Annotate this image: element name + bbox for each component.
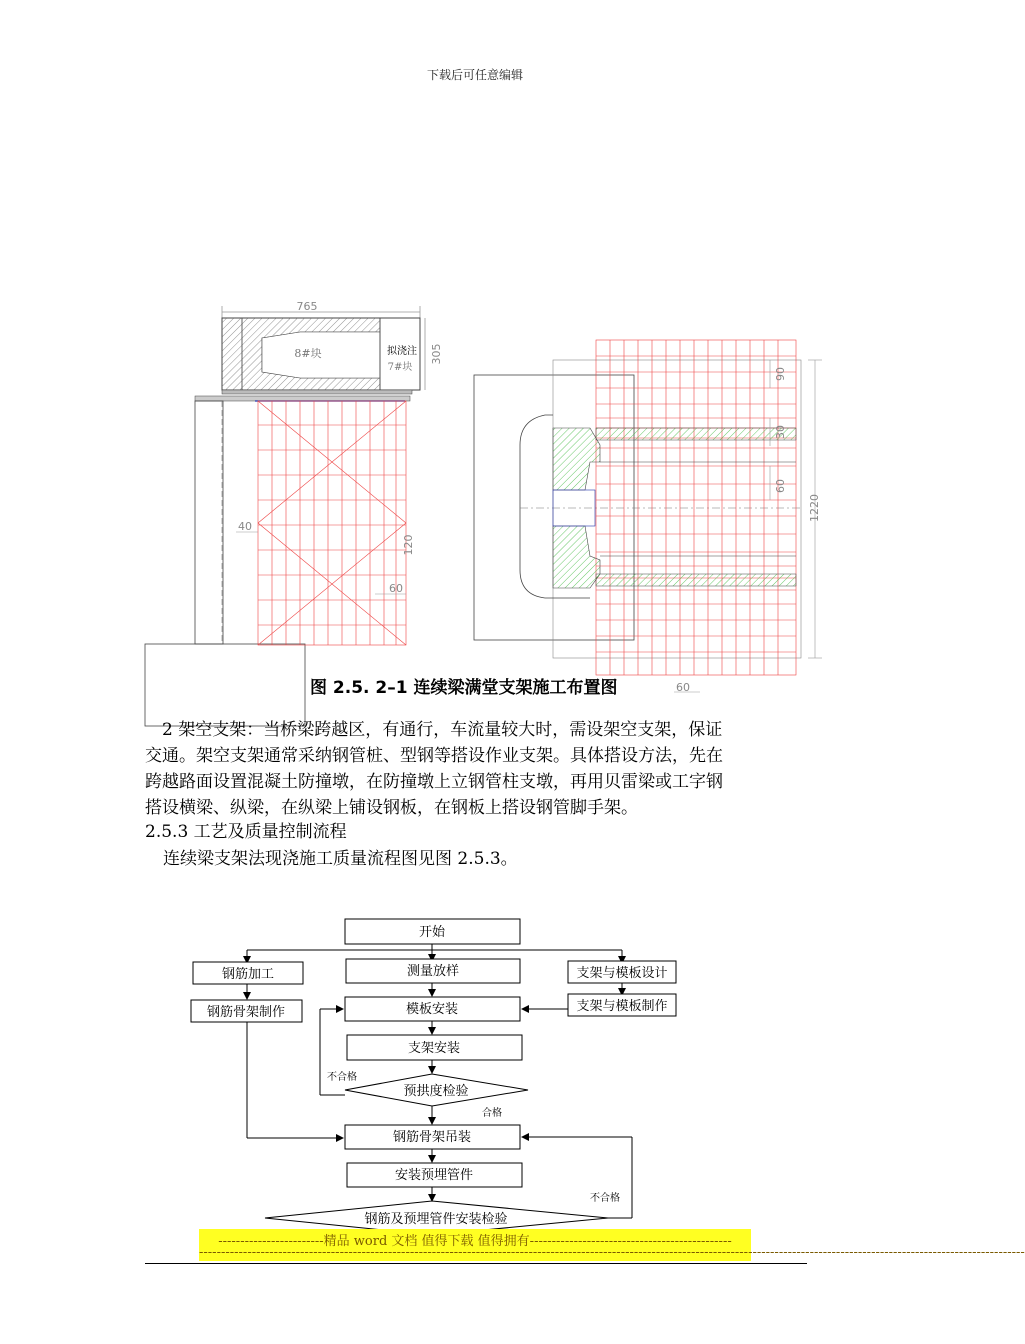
block7-label: 7#块	[387, 362, 413, 373]
rebar-embed-check-label: 钢筋及预埋管件安装检验	[364, 1212, 508, 1227]
dim-1220-label: 1220	[808, 494, 821, 522]
dim-90-label: 90	[774, 367, 787, 381]
fail-label-1: 不合格	[327, 1072, 357, 1083]
dim-60-left-label: 60	[389, 582, 403, 595]
section-body: 连续梁支架法现浇施工质量流程图见图 2.5.3。	[163, 849, 518, 869]
section-title: 2.5.3 工艺及质量控制流程	[145, 822, 347, 842]
dim-60-bottom-label: 60	[676, 681, 690, 694]
support-install-label: 支架安装	[407, 1041, 461, 1056]
cast-note-label: 拟浇注	[387, 346, 417, 357]
formwork-install-label: 模板安装	[405, 1002, 459, 1017]
figure-caption: 图 2.5. 2–1 连续梁满堂支架施工布置图	[310, 678, 618, 698]
rebar-cage-lift-label: 钢筋骨架吊装	[392, 1130, 472, 1145]
quality-flowchart	[0, 905, 950, 1235]
header-note: 下载后可任意编辑	[426, 68, 523, 82]
body-paragraph	[145, 717, 807, 821]
dim-30-label: 30	[774, 425, 787, 439]
dim-765-label: 765	[296, 300, 318, 313]
support-make-label: 支架与模板制作	[576, 999, 668, 1014]
dim-120-label: 120	[402, 534, 415, 556]
plan-scaffold-grid	[596, 340, 796, 675]
pass-label-1: 合格	[482, 1108, 502, 1119]
rebar-processing-label: 钢筋加工	[221, 967, 275, 982]
elevation-scaffold-grid	[258, 401, 406, 645]
scaffold-layout-drawing	[0, 0, 950, 720]
start-label: 开始	[418, 925, 446, 940]
dim-60-right-label: 60	[774, 479, 787, 493]
paragraph-line: 交通。架空支架通常采纳钢管桩、型钢等搭设作业支架。具体搭设方法，先在	[145, 746, 723, 766]
banner-line-2: --------------------------------------------------------------------------------------------------------------------------------------------------------------------------------------------	[199, 1245, 1025, 1260]
dim-305-label: 305	[430, 343, 443, 365]
dim-40-label: 40	[238, 520, 252, 533]
elevation-view	[145, 300, 443, 726]
paragraph-line: 搭设横梁、纵梁，在纵梁上铺设钢板，在钢板上搭设钢管脚手架。	[145, 798, 638, 818]
watermark-banner	[199, 1229, 1025, 1261]
banner-line-1: ------------------------精品 word 文档 值得下载 值得拥有----------------------------------------------	[218, 1234, 732, 1249]
paragraph-line: 2 架空支架：当桥梁跨越区，有通行，车流量较大时，需设架空支架，保证	[145, 720, 723, 740]
camber-check-label: 预拱度检验	[403, 1084, 469, 1099]
block8-label: 8#块	[294, 347, 322, 360]
rebar-cage-make-label: 钢筋骨架制作	[206, 1005, 286, 1020]
embed-pipe-label: 安装预埋管件	[394, 1168, 474, 1183]
support-design-label: 支架与模板设计	[576, 966, 668, 981]
survey-label: 测量放样	[406, 964, 460, 979]
paragraph-line: 跨越路面设置混凝土防撞墩，在防撞墩上立钢管柱支墩，再用贝雷梁或工字钢	[145, 772, 723, 792]
footer-rule	[145, 1263, 807, 1264]
fail-label-2: 不合格	[590, 1193, 620, 1204]
plan-view	[474, 340, 822, 694]
